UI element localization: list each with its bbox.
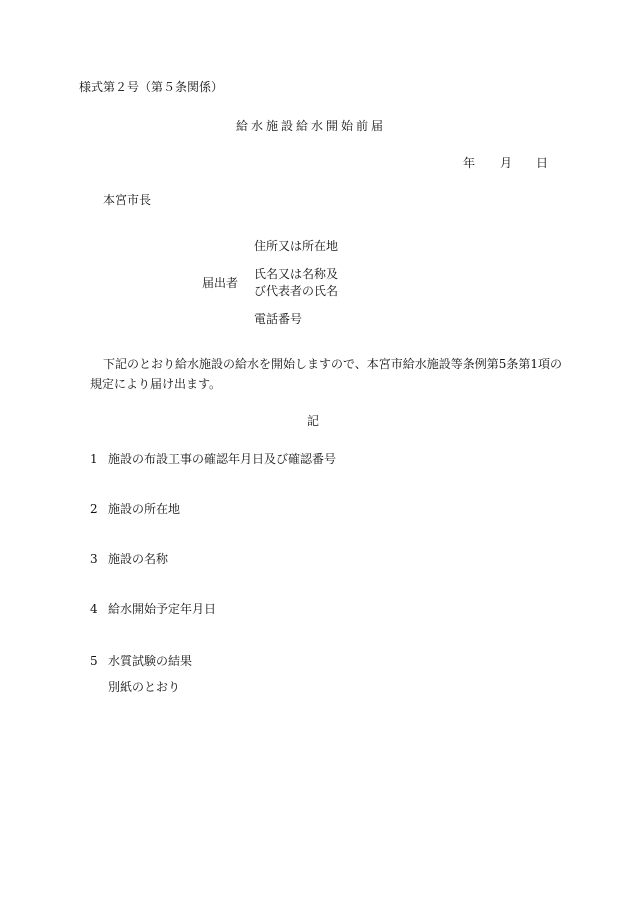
date-day: 日 — [536, 156, 549, 170]
item-text: 水質試験の結果 — [108, 654, 193, 668]
phone-label: 電話番号 — [254, 312, 303, 326]
item-number: 4 — [90, 602, 98, 616]
body-text-line2: 規定により届け出ます。 — [90, 377, 222, 391]
item-text: 施設の所在地 — [108, 502, 181, 516]
list-item — [90, 654, 193, 668]
list-item — [90, 452, 337, 466]
date-year: 年 — [463, 156, 476, 170]
item5-detail: 別紙のとおり — [108, 680, 181, 694]
item-number: 2 — [90, 502, 98, 516]
addressee: 本宮市長 — [103, 193, 152, 207]
item-number: 3 — [90, 552, 98, 566]
applicant-label: 届出者 — [202, 276, 239, 290]
item-number: 1 — [90, 452, 98, 466]
name-label-line2: び代表者の氏名 — [254, 284, 339, 298]
name-label-line1: 氏名又は名称及 — [254, 267, 339, 281]
form-number: 様式第２号（第５条関係） — [79, 80, 224, 94]
item-text: 給水開始予定年月日 — [108, 602, 217, 616]
document-title: 給水施設給水開始前届 — [236, 119, 387, 133]
address-label: 住所又は所在地 — [254, 239, 339, 253]
item-text: 施設の名称 — [108, 552, 169, 566]
item-number: 5 — [90, 654, 98, 668]
ki-heading: 記 — [307, 414, 320, 428]
item-text: 施設の布設工事の確認年月日及び確認番号 — [108, 452, 337, 466]
list-item — [90, 602, 217, 616]
body-text-line1: 下記のとおり給水施設の給水を開始しますので、本宮市給水施設等条例第5条第1項の — [103, 357, 563, 371]
date-month: 月 — [500, 156, 513, 170]
list-item — [90, 502, 181, 516]
list-item — [90, 552, 169, 566]
